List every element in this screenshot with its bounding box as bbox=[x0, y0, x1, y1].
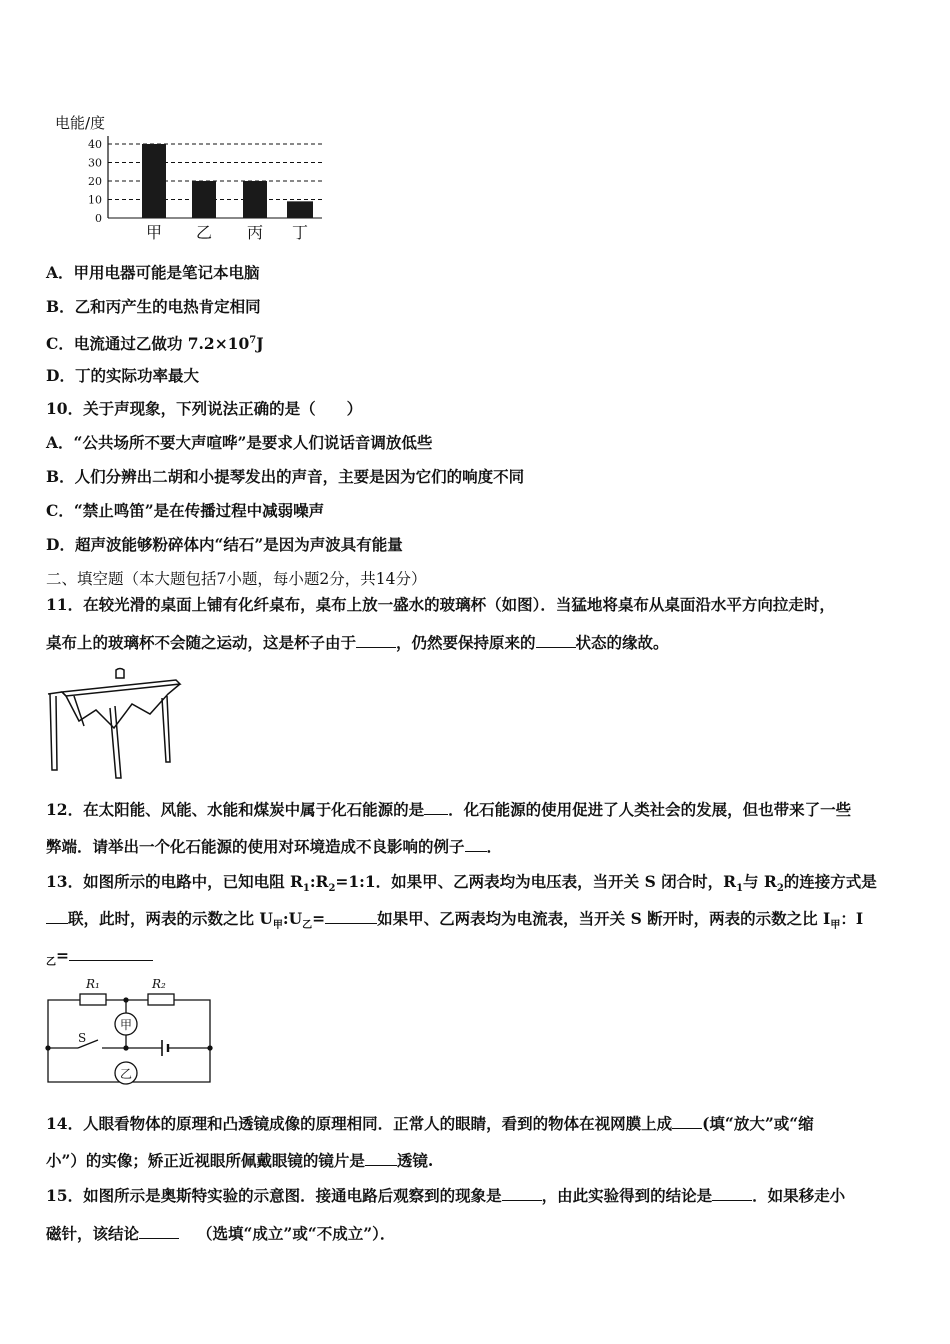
y-tick-label: 0 bbox=[95, 212, 102, 225]
meter-yi-label: 乙 bbox=[120, 1067, 133, 1081]
q10-option-b: B．人们分辨出二胡和小提琴发出的声音，主要是因为它们的响度不同 bbox=[46, 467, 525, 486]
r1-label: R₁ bbox=[86, 977, 100, 991]
category-label: 丙 bbox=[246, 223, 264, 242]
q12-line-1: 12．在太阳能、风能、水能和煤炭中属于化石能源的是 ．化石能源的使用促进了人类社会的发展，但也带来了一些 bbox=[46, 800, 852, 819]
answer-blank[interactable] bbox=[365, 1151, 397, 1166]
y-tick-label: 40 bbox=[88, 138, 102, 151]
y-axis-label: 电能/度 bbox=[55, 114, 106, 132]
y-tick-label: 30 bbox=[88, 156, 102, 170]
q14-line-2: 小”）的实像；矫正近视眼所佩戴眼镜的镜片是 透镜. bbox=[46, 1151, 434, 1170]
q10-option-c: C．“禁止鸣笛”是在传播过程中减弱噪声 bbox=[46, 501, 325, 520]
answer-blank[interactable] bbox=[712, 1186, 752, 1201]
answer-blank[interactable] bbox=[672, 1114, 702, 1129]
y-ticks bbox=[88, 138, 102, 225]
circuit-diagram bbox=[42, 976, 217, 1088]
y-tick-label: 20 bbox=[88, 175, 102, 188]
answer-blank[interactable] bbox=[465, 837, 487, 852]
answer-blank[interactable] bbox=[69, 946, 153, 961]
q11-line-1: 11．在较光滑的桌面上铺有化纤桌布，桌布上放一盛水的玻璃杯（如图）．当猛地将桌布从桌面沿水平方向拉走时， bbox=[46, 595, 835, 614]
q9-option-b: B．乙和丙产生的电热肯定相同 bbox=[46, 297, 261, 316]
q9-option-d: D．丁的实际功率最大 bbox=[46, 366, 199, 385]
q9-option-a: A．甲用电器可能是笔记本电脑 bbox=[46, 263, 260, 282]
meter-jia-label: 甲 bbox=[120, 1018, 133, 1032]
y-tick-label: 10 bbox=[88, 193, 102, 207]
r2-label: R₂ bbox=[152, 977, 166, 991]
bar-3 bbox=[243, 181, 267, 218]
bar-1 bbox=[142, 144, 166, 218]
category-label: 甲 bbox=[145, 223, 163, 242]
q10-option-d: D．超声波能够粉碎体内“结石”是因为声波具有能量 bbox=[46, 535, 403, 554]
answer-blank[interactable] bbox=[536, 633, 576, 648]
answer-blank[interactable] bbox=[502, 1186, 542, 1201]
q15-line-2: 磁针，该结论 （选填“成立”或“不成立”）． bbox=[46, 1224, 396, 1243]
bar-4 bbox=[287, 201, 313, 218]
answer-blank[interactable] bbox=[424, 800, 448, 815]
q13-line-3: $_乙$= bbox=[46, 946, 153, 973]
q15-line-1: 15．如图所示是奥斯特实验的示意图．接通电路后观察到的现象是 ，由此实验得到的结论是 ．如果移走小 bbox=[46, 1186, 846, 1205]
switch-label: S bbox=[78, 1031, 87, 1045]
q14-line-1: 14．人眼看物体的原理和凸透镜成像的原理相同．正常人的眼睛，看到的物体在视网膜上成 (填“放大”或“缩 bbox=[46, 1114, 814, 1133]
q10-option-a: A．“公共场所不要大声喧哗”是要求人们说话音调放低些 bbox=[46, 433, 433, 452]
q11-line-2: 桌布上的玻璃杯不会随之运动，这是杯子由于 ，仍然要保持原来的 状态的缘故。 bbox=[46, 633, 669, 652]
q9-option-c: C．电流通过乙做功 $7.2\times 10^7J$ bbox=[46, 334, 264, 354]
energy-bar-chart bbox=[52, 108, 342, 243]
answer-blank[interactable] bbox=[356, 633, 396, 648]
q13-line-2: 联，此时，两表的示数之比 $U_甲:U_乙=$ 如果甲、乙两表均为电流表，当开关 S 断开时，两表的示数之比 $I_甲$：I bbox=[46, 909, 863, 936]
category-labels bbox=[146, 223, 308, 242]
section-2-heading: 二、填空题（本大题包括7小题，每小题2分，共14分） bbox=[46, 570, 427, 588]
table-with-cloth-figure bbox=[44, 666, 184, 784]
q12-line-2: 弊端．请举出一个化石能源的使用对环境造成不良影响的例子 ． bbox=[46, 837, 503, 856]
answer-blank[interactable] bbox=[325, 909, 377, 924]
category-label: 丁 bbox=[291, 223, 309, 242]
answer-blank[interactable] bbox=[46, 909, 68, 924]
bar-2 bbox=[192, 181, 216, 218]
category-label: 乙 bbox=[195, 223, 213, 242]
q13-line-1: 13．如图所示的电路中，已知电阻 $R_1:R_2=1:1$．如果甲、乙两表均为电压表，当开关 S 闭合时，$R_1$与 $R_2$的连接方式是 bbox=[46, 872, 877, 895]
q10-stem: 10．关于声现象，下列说法正确的是（ ） bbox=[46, 399, 363, 418]
answer-blank[interactable] bbox=[139, 1224, 179, 1239]
